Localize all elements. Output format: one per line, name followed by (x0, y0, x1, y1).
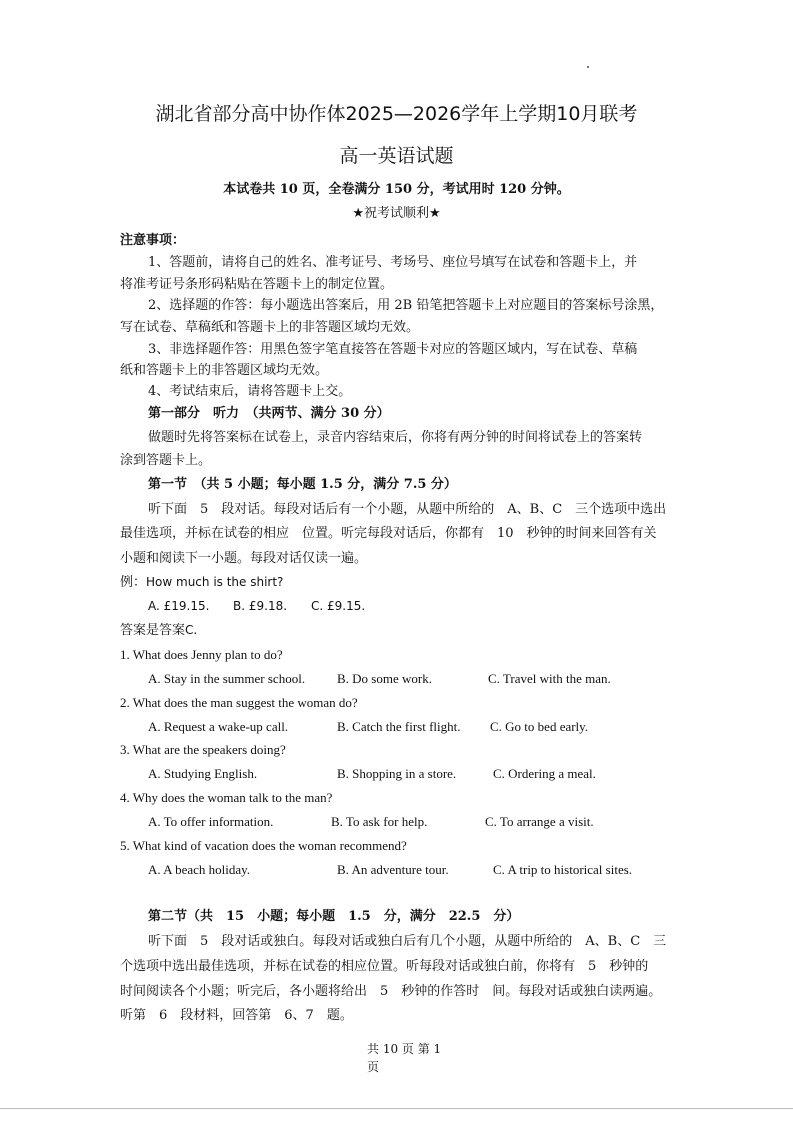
question-option-a: A. Stay in the summer school. (148, 671, 306, 686)
part1-intro-line: 涂到答题卡上。 (120, 453, 212, 468)
note-line: 1、答题前，请将自己的姓名、准考证号、考场号、座位号填写在试卷和答题卡上，并 (148, 255, 638, 270)
part1-heading: 第一部分 听力 （共两节、满分 30 分） (148, 406, 390, 421)
question-stem: 2. What does the man suggest the woman do? (120, 695, 358, 710)
section2-heading: 第二节（共 15 小题；每小题 1.5 分，满分 22.5 分） (148, 909, 520, 924)
section1-intro-line: 听下面 5 段对话。每段对话后有一个小题，从题中所给的 A、B、C 三个选项中选出 (148, 502, 667, 517)
section2-intro-line: 听第 6 段材料，回答第 6、7 题。 (120, 1008, 353, 1023)
question-option-c: C. Go to bed early. (490, 719, 589, 734)
question-option-a: A. Request a wake-up call. (148, 719, 289, 734)
example-question: How much is the shirt? (146, 575, 284, 589)
question-option-b: B. An adventure tour. (337, 862, 449, 877)
example-label: 例： (120, 575, 147, 590)
example-answer-prefix: 答案是答案 (120, 623, 186, 638)
notes-heading: 注意事项： (120, 233, 186, 248)
scan-dot (587, 66, 589, 68)
good-luck-line: ★祝考试顺利★ (352, 206, 441, 221)
bottom-divider (0, 1108, 793, 1109)
question-stem: 3. What are the speakers doing? (120, 742, 286, 757)
section1-heading: 第一节 （共 5 小题；每小题 1.5 分，满分 7.5 分） (148, 477, 457, 492)
question-option-c: C. Travel with the man. (488, 671, 611, 686)
question-option-a: A. Studying English. (148, 766, 258, 781)
question-option-b: B. To ask for help. (331, 814, 428, 829)
page-footer-line2: 页 (367, 1060, 380, 1074)
page-footer-line1: 共 10 页 第 1 (367, 1042, 442, 1056)
question-stem: 5. What kind of vacation does the woman recommend? (120, 838, 407, 853)
question-option-b: B. Shopping in a store. (337, 766, 457, 781)
note-line: 2、选择题的作答：每小题选出答案后，用 2B 铅笔把答题卡上对应题目的答案标号涂黑， (148, 298, 664, 313)
note-line: 4、考试结束后，请将答题卡上交。 (148, 384, 352, 399)
note-line: 纸和答题卡上的非答题区域均无效。 (120, 363, 329, 378)
section2-intro-line: 听下面 5 段对话或独白。每段对话或独白后有几个小题，从题中所给的 A、B、C 三 (148, 934, 667, 949)
example-option-c: C. £9.15. (311, 599, 366, 613)
question-option-b: B. Catch the first flight. (337, 719, 461, 734)
question-stem: 4. Why does the woman talk to the man? (120, 790, 333, 805)
exam-info: 本试卷共 10 页，全卷满分 150 分，考试用时 120 分钟。 (223, 182, 570, 197)
question-option-c: C. A trip to historical sites. (493, 862, 633, 877)
question-option-c: C. Ordering a meal. (493, 766, 596, 781)
question-option-c: C. To arrange a visit. (485, 814, 594, 829)
example-option-b: B. £9.18. (233, 599, 288, 613)
question-option-a: A. A beach holiday. (148, 862, 251, 877)
question-option-a: A. To offer information. (148, 814, 274, 829)
note-line: 将准考证号条形码粘贴在答题卡上的制定位置。 (120, 277, 394, 292)
note-line: 写在试卷、草稿纸和答题卡上的非答题区域均无效。 (120, 320, 420, 335)
section1-intro-line: 最佳选项，并标在试卷的相应 位置。听完每段对话后，你都有 10 秒钟的时间来回答有关 (120, 526, 657, 541)
example-line (120, 573, 283, 592)
example-answer-line (120, 621, 197, 640)
question-option-b: B. Do some work. (337, 671, 432, 686)
example-answer: C. (185, 623, 198, 637)
part1-intro-line: 做题时先将答案标在试卷上，录音内容结束后，你将有两分钟的时间将试卷上的答案转 (148, 430, 643, 445)
note-line: 3、非选择题作答：用黑色签字笔直接答在答题卡对应的答题区域内，写在试卷、草稿 (148, 342, 638, 357)
section2-intro-line: 个选项中选出最佳选项，并标在试卷的相应位置。听每段对话或独白前，你将有 5 秒钟的 (120, 959, 649, 974)
exam-title: 湖北省部分高中协作体2025—2026学年上学期10月联考 (155, 103, 638, 125)
question-stem: 1. What does Jenny plan to do? (120, 647, 283, 662)
exam-subtitle: 高一英语试题 (339, 145, 454, 167)
section2-intro-line: 时间阅读各个小题；听完后，各小题将给出 5 秒钟的作答时 间。每段对话或独白读两遍。 (120, 984, 662, 999)
example-option-a: A. £19.15. (148, 599, 210, 613)
section1-intro-line: 小题和阅读下一小题。每段对话仅读一遍。 (120, 551, 368, 566)
